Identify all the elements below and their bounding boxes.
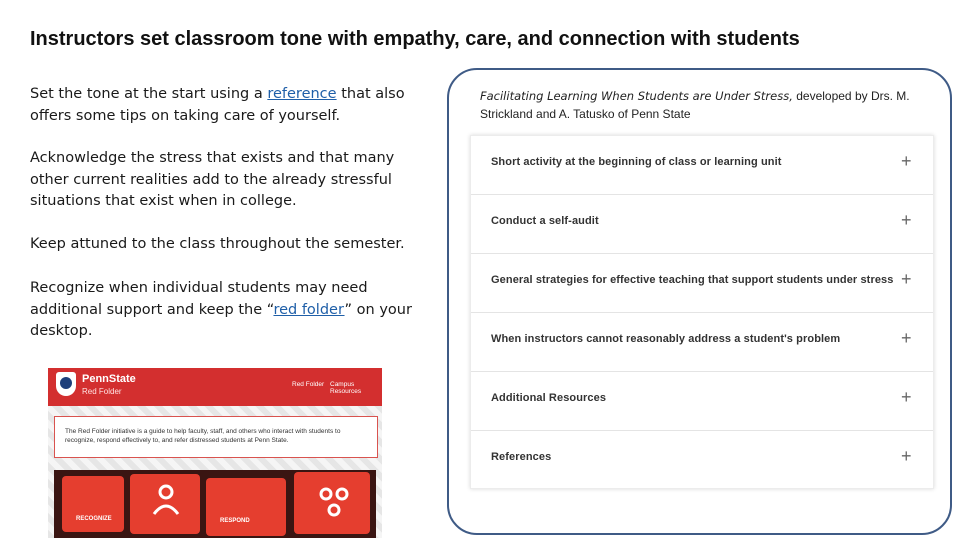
accordion-label: Short activity at the beginning of class or learning unit [491, 156, 782, 168]
plus-icon[interactable]: + [901, 210, 912, 230]
accordion-row[interactable] [471, 136, 933, 195]
person-icon [148, 480, 184, 516]
penn-state-logo-icon [56, 372, 76, 396]
accordion-row[interactable] [471, 195, 933, 254]
paragraph-attuned: Keep attuned to the class throughout the semester. [30, 236, 405, 252]
plus-icon[interactable]: + [901, 328, 912, 348]
accordion-row[interactable] [471, 431, 933, 489]
red-folder-screenshot [48, 368, 382, 538]
red-folder-link[interactable]: red folder [273, 301, 345, 318]
ps-intro-text: The Red Folder initiative is a guide to help faculty, staff, and others who interact with students to recognize, respond effectively to, and refer distressed students at Penn State. [65, 428, 341, 444]
ps-header [48, 368, 382, 406]
accordion-row[interactable] [471, 313, 933, 372]
photo-tile [62, 476, 124, 532]
photo-label-recognize: RECOGNIZE [76, 516, 112, 522]
ps-nav-campus-resources: Campus Resources [330, 381, 362, 395]
accordion-label: References [491, 451, 552, 463]
plus-icon[interactable]: + [901, 387, 912, 407]
accordion-label: General strategies for effective teaching that support students under stress [491, 274, 894, 286]
accordion-label: When instructors cannot reasonably address a student's problem [491, 333, 841, 345]
paragraph-acknowledge: Acknowledge the stress that exists and that many other current realities add to the already stressful situations that exist when in college. [30, 150, 395, 209]
slide-title: Instructors set classroom tone with empathy, care, and connection with students [30, 28, 800, 50]
accordion-label: Conduct a self-audit [491, 215, 599, 227]
photo-label-respond: RESPOND [220, 518, 250, 524]
plus-icon[interactable]: + [901, 269, 912, 289]
paragraph-red-folder: Recognize when individual students may need additional support and keep the “red folder” on your desktop. [30, 280, 412, 339]
paragraph-reference: Set the tone at the start using a reference that also offers some tips on taking care of yourself. [30, 86, 405, 124]
plus-icon[interactable]: + [901, 151, 912, 171]
accordion-row[interactable] [471, 254, 933, 313]
red-folder-photo [54, 470, 376, 538]
ps-subtitle: Red Folder [82, 387, 122, 396]
reference-caption: Facilitating Learning When Students are Under Stress, developed by Drs. M. Strickland and A. Tatusko of Penn State [480, 89, 910, 121]
accordion-row[interactable] [471, 372, 933, 431]
reference-title: Facilitating Learning When Students are Under Stress, [480, 89, 793, 103]
plus-icon[interactable]: + [901, 446, 912, 466]
network-icon [316, 484, 352, 520]
accordion-label: Additional Resources [491, 392, 607, 404]
ps-brand: PennState [82, 373, 136, 385]
accordion [470, 135, 934, 489]
reference-link[interactable]: reference [267, 86, 337, 102]
photo-tile [206, 478, 286, 536]
ps-intro-box [54, 416, 378, 458]
ps-nav-red-folder: Red Folder [292, 381, 325, 388]
